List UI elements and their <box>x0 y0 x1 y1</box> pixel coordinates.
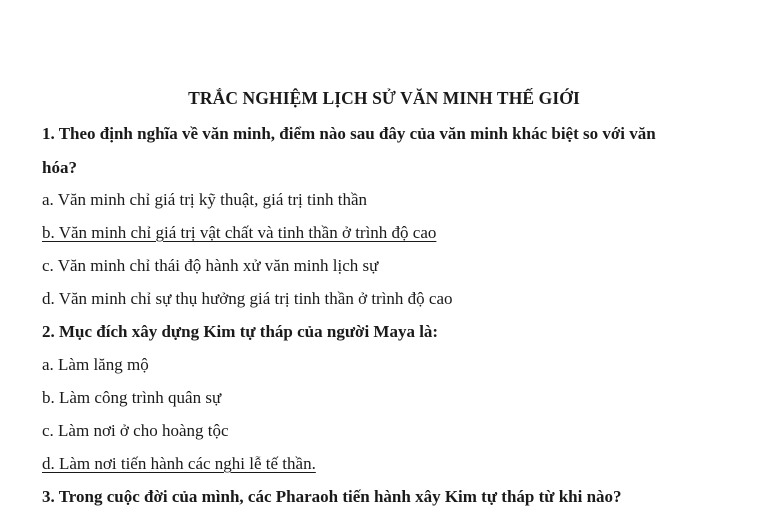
question-1-option-a: a. Văn minh chỉ giá trị kỹ thuật, giá trị tinh thần <box>42 190 367 209</box>
question-1-option-c: c. Văn minh chỉ thái độ hành xử văn minh lịch sự <box>42 256 379 275</box>
question-2-option-c: c. Làm nơi ở cho hoàng tộc <box>42 421 229 440</box>
question-2-option-d-correct: d. Làm nơi tiến hành các nghi lễ tế thần. <box>42 454 316 473</box>
question-1-text-line-2: hóa? <box>42 158 77 177</box>
question-1-text-line-1: 1. Theo định nghĩa về văn minh, điểm nào sau đây của văn minh khác biệt so với văn <box>42 124 656 143</box>
question-2-text: 2. Mục đích xây dựng Kim tự tháp của người Maya là: <box>42 322 439 341</box>
question-3-text: 3. Trong cuộc đời của mình, các Pharaoh tiến hành xây Kim tự tháp từ khi nào? <box>42 487 622 506</box>
document-title: TRẮC NGHIỆM LỊCH SỬ VĂN MINH THẾ GIỚI <box>188 88 580 108</box>
question-2-option-a: a. Làm lăng mộ <box>42 355 149 374</box>
question-1-option-d: d. Văn minh chỉ sự thụ hưởng giá trị tinh thần ở trình độ cao <box>42 289 453 308</box>
question-2-option-b: b. Làm công trình quân sự <box>42 388 222 407</box>
question-1-option-b-correct: b. Văn minh chỉ giá trị vật chất và tinh thần ở trình độ cao <box>42 223 437 242</box>
